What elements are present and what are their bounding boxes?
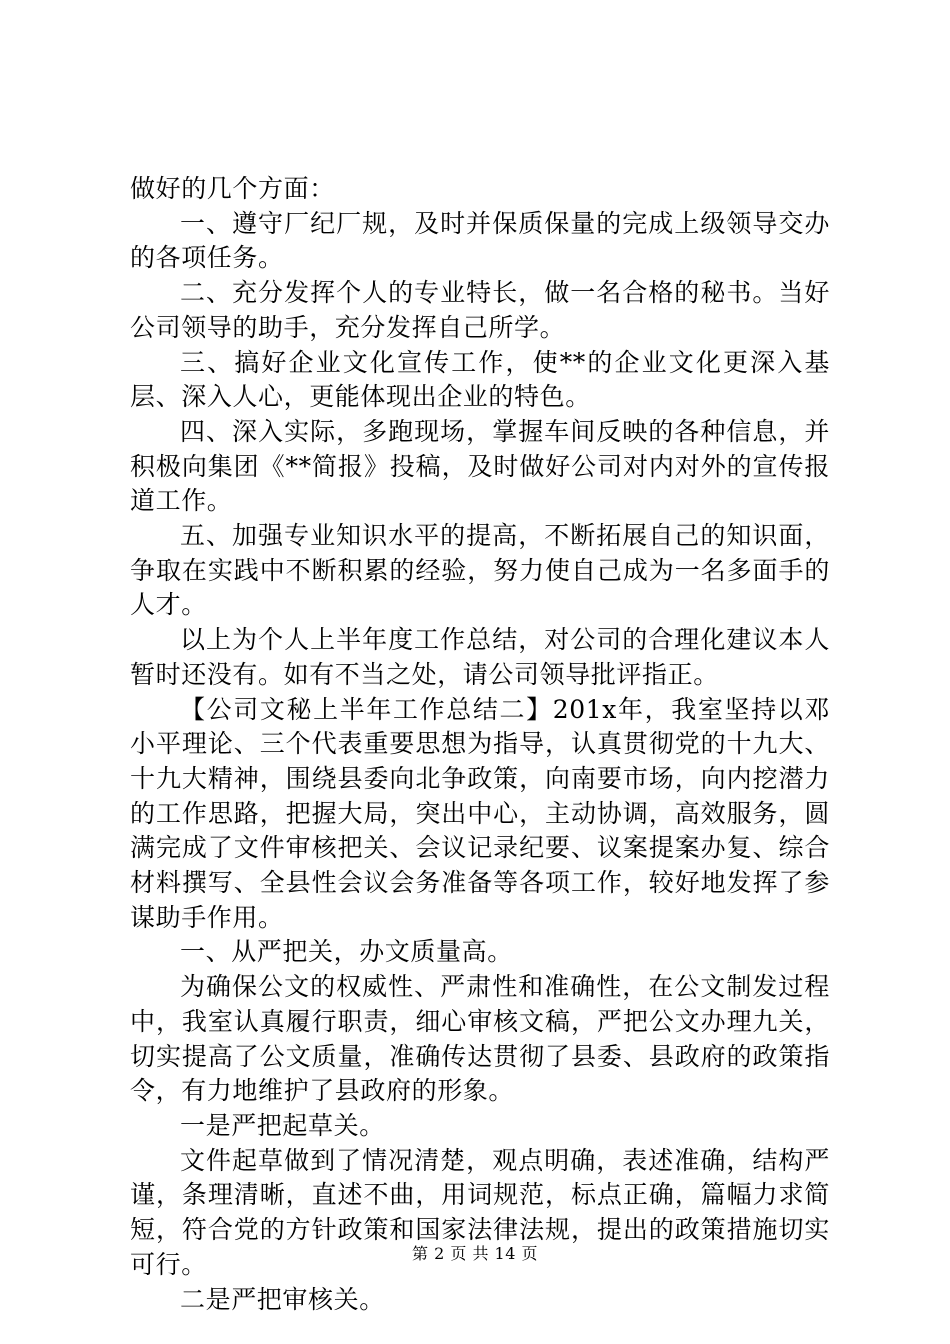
document-body — [130, 172, 830, 1317]
paragraph-item-4: 四、深入实际，多跑现场，掌握车间反映的各种信息，并积极向集团《**简报》投稿，及时做好公司对内对外的宣传报道工作。 — [130, 416, 830, 516]
section-heading-strict-review: 一、从严把关，办文质量高。 — [180, 937, 513, 967]
subheading-review: 二是严把审核关。 — [180, 1284, 385, 1314]
paragraph-summary-two: 【公司文秘上半年工作总结二】201x年，我室坚持以邓小平理论、三个代表重要思想为指导，认真贯彻党的十九大、十九大精神，围绕县委向北争政策，向南要市场，向内挖潜力的工作思路，把握大局，突出中心，主动协调，高效服务，圆满完成了文件审核把关、会议记录纪要、议案提案办复、综合材料撰写、全县性会议会务准备等各项工作，较好地发挥了参谋助手作用。 — [130, 694, 830, 932]
paragraph-item-3: 三、搞好企业文化宣传工作，使**的企业文化更深入基层、深入人心，更能体现出企业的特色。 — [130, 347, 830, 412]
subheading-drafting: 一是严把起草关。 — [180, 1110, 385, 1140]
page-footer: 第 2 页 共 14 页 — [412, 1244, 538, 1263]
paragraph-item-2: 二、充分发挥个人的专业特长，做一名合格的秘书。当好公司领导的助手，充分发挥自己所学。 — [130, 278, 830, 342]
paragraph-intro: 做好的几个方面： — [130, 174, 335, 203]
paragraph-conclusion: 以上为个人上半年度工作总结，对公司的合理化建议本人暂时还没有。如有不当之处，请公司领导批评指正。 — [130, 625, 830, 689]
paragraph-document-quality: 为确保公文的权威性、严肃性和准确性，在公文制发过程中，我室认真履行职责，细心审核文稿，严把公文办理九关，切实提高了公文质量，准确传达贯彻了县委、县政府的政策指令，有力地维护了县政府的形象。 — [130, 972, 830, 1106]
paragraph-drafting: 文件起草做到了情况清楚，观点明确，表述准确，结构严谨，条理清晰，直述不曲，用词规范，标点正确，篇幅力求简短，符合党的方针政策和国家法律法规，提出的政策措施切实可行。 — [130, 1145, 830, 1279]
paragraph-item-1: 一、遵守厂纪厂规，及时并保质保量的完成上级领导交办的各项任务。 — [130, 208, 830, 273]
paragraph-item-5: 五、加强专业知识水平的提高，不断拓展自己的知识面，争取在实践中不断积累的经验，努力使自己成为一名多面手的人才。 — [130, 521, 830, 620]
